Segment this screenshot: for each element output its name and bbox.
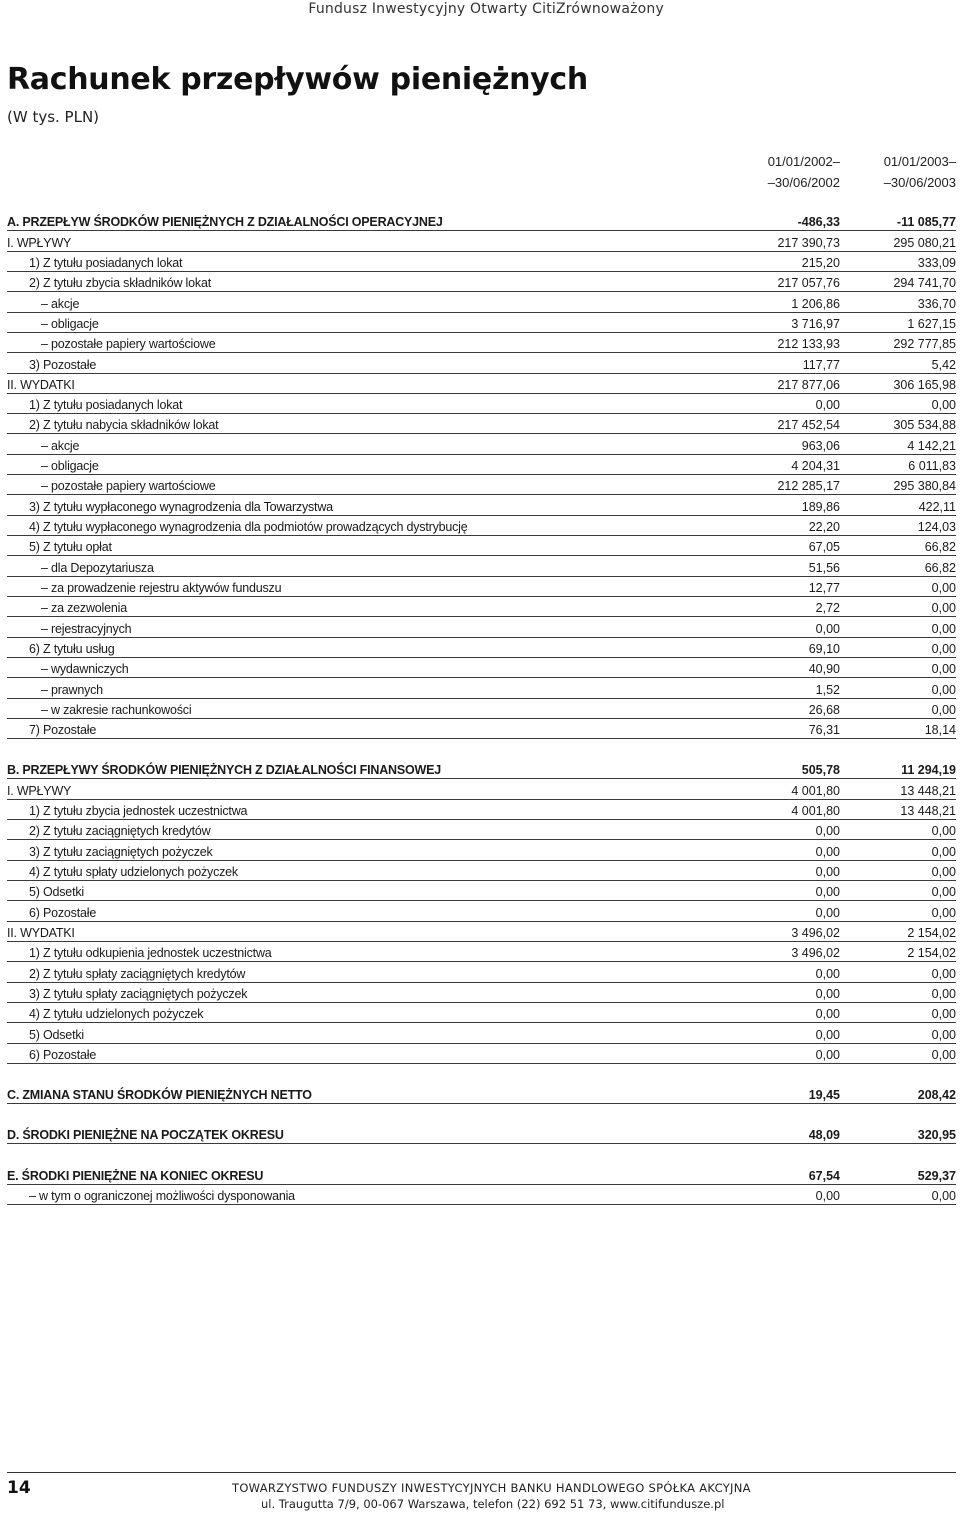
- row-label: – wydawniczych: [41, 662, 129, 677]
- row-value-2002: 3 496,02: [791, 925, 840, 940]
- row-value-2002: 4 204,31: [791, 459, 840, 474]
- row-label: 4) Z tytułu spłaty udzielonych pożyczek: [29, 865, 238, 879]
- row-value-2002: 0,00: [815, 885, 840, 900]
- row-value-2002: 0,00: [815, 966, 840, 981]
- table-row: [7, 1084, 956, 1104]
- row-value-2003: 2 154,02: [907, 925, 956, 940]
- row-label: 1) Z tytułu zbycia jednostek uczestnictwa: [29, 804, 248, 819]
- table-row: [7, 353, 956, 373]
- row-value-2003: 336,70: [917, 296, 956, 311]
- row-label: II. WYDATKI: [7, 377, 75, 392]
- row-label: – w zakresie rachunkowości: [41, 702, 192, 717]
- row-value-2003: 0,00: [931, 986, 956, 1001]
- table-row: [7, 597, 956, 617]
- table-row: [7, 1023, 956, 1043]
- table-row: [7, 556, 956, 576]
- table-row: [7, 638, 956, 658]
- row-label: D. ŚRODKI PIENIĘŻNE NA POCZĄTEK OKRESU: [7, 1128, 284, 1143]
- row-value-2003: 66,82: [924, 540, 956, 555]
- row-value-2002: 40,90: [808, 662, 840, 677]
- row-value-2003: 6 011,83: [908, 459, 956, 474]
- row-value-2003: 0,00: [931, 1027, 956, 1042]
- row-label: – pozostałe papiery wartościowe: [41, 479, 216, 494]
- row-label: – dla Depozytariusza: [41, 560, 154, 575]
- row-label: – za zezwolenia: [41, 601, 127, 616]
- row-value-2003: 422,11: [918, 499, 956, 514]
- row-label: B. PRZEPŁYWY ŚRODKÓW PIENIĘŻNYCH Z DZIAŁALNOŚCI FINANSOWEJ: [7, 763, 442, 778]
- row-label: – w tym o ograniczonej możliwości dysponowania: [29, 1189, 295, 1204]
- table-row: [7, 820, 956, 840]
- table-row: [7, 313, 956, 333]
- table-row: [7, 1124, 956, 1144]
- row-value-2002: 217 057,76: [777, 276, 840, 291]
- row-label: – rejestracyjnych: [41, 621, 132, 636]
- row-label: 4) Z tytułu wypłaconego wynagrodzenia dla podmiotów prowadzących dystrybucję: [29, 520, 468, 534]
- row-value-2002: 0,00: [815, 398, 840, 413]
- row-label: – pozostałe papiery wartościowe: [41, 337, 216, 352]
- row-label: I. WPŁYWY: [7, 235, 72, 250]
- table-row: [7, 414, 956, 434]
- row-label: II. WYDATKI: [7, 925, 75, 940]
- table-row: [7, 779, 956, 799]
- row-value-2003: 0,00: [931, 966, 956, 981]
- row-label: 2) Z tytułu nabycia składników lokat: [29, 418, 219, 433]
- row-value-2002: 0,00: [815, 1189, 840, 1204]
- row-label: E. ŚRODKI PIENIĘŻNE NA KONIEC OKRESU: [7, 1168, 264, 1183]
- row-value-2002: 1,52: [815, 682, 840, 697]
- table-row: [7, 699, 956, 719]
- table-row: [7, 272, 956, 292]
- row-value-2003: 0,00: [931, 1047, 956, 1062]
- row-value-2003: 5,42: [931, 357, 956, 372]
- row-label: A. PRZEPŁYW ŚRODKÓW PIENIĘŻNYCH Z DZIAŁALNOŚCI OPERACYJNEJ: [7, 215, 443, 230]
- row-value-2003: 0,00: [931, 601, 956, 616]
- column-header-2003-end: –30/06/2003: [883, 175, 956, 190]
- row-value-2002: 76,31: [808, 723, 840, 738]
- row-value-2002: 69,10: [808, 641, 840, 656]
- row-label: – akcje: [41, 438, 80, 453]
- row-value-2003: 0,00: [931, 905, 956, 920]
- row-value-2003: 294 741,70: [893, 276, 956, 291]
- row-value-2002: 0,00: [815, 1047, 840, 1062]
- table-row: [7, 840, 956, 860]
- row-value-2003: 333,09: [917, 255, 956, 270]
- row-value-2002: 0,00: [815, 1027, 840, 1042]
- row-value-2003: 13 448,21: [900, 783, 956, 798]
- row-value-2003: 0,00: [931, 824, 956, 839]
- row-label: 3) Z tytułu wypłaconego wynagrodzenia dla Towarzystwa: [29, 499, 333, 514]
- footer-company: TOWARZYSTWO FUNDUSZY INWESTYCYJNYCH BANKU HANDLOWEGO SPÓŁKA AKCYJNA: [232, 1481, 751, 1495]
- row-value-2002: 1 206,86: [791, 296, 840, 311]
- table-row: [7, 617, 956, 637]
- table-row: [7, 374, 956, 394]
- table-row: [7, 962, 956, 982]
- row-label: 2) Z tytułu zbycia składników lokat: [29, 276, 211, 291]
- row-label: – obligacje: [41, 459, 99, 474]
- row-label: 2) Z tytułu spłaty zaciągniętych kredytów: [29, 966, 246, 981]
- row-value-2003: 529,37: [917, 1168, 956, 1183]
- row-label: 3) Z tytułu zaciągniętych pożyczek: [29, 844, 213, 859]
- row-value-2003: 305 534,88: [893, 418, 956, 433]
- row-value-2003: 2 154,02: [907, 946, 956, 961]
- row-value-2003: 124,03: [917, 520, 956, 534]
- table-row: [7, 719, 956, 739]
- table-row: [7, 1044, 956, 1064]
- row-label: – prawnych: [41, 682, 103, 697]
- table-row: [7, 658, 956, 678]
- cashflow-table: [7, 211, 956, 1205]
- table-row: [7, 678, 956, 698]
- page-subtitle: (W tys. PLN): [7, 108, 100, 126]
- row-value-2002: 212 133,93: [777, 337, 840, 352]
- row-label: 7) Pozostałe: [29, 723, 97, 738]
- row-label: 5) Z tytułu opłat: [29, 540, 112, 555]
- row-value-2003: 0,00: [931, 641, 956, 656]
- row-value-2003: 0,00: [931, 682, 956, 697]
- row-label: – akcje: [41, 296, 80, 311]
- row-label: – obligacje: [41, 316, 99, 331]
- row-value-2003: 0,00: [931, 865, 956, 879]
- fund-name: Fundusz Inwestycyjny Otwarty CitiZrównoważony: [308, 1, 664, 17]
- footer-address: ul. Traugutta 7/9, 00-067 Warszawa, telefon (22) 692 51 73, www.citifundusze.pl: [261, 1497, 725, 1511]
- footer-divider: [7, 1472, 956, 1473]
- row-value-2002: 4 001,80: [791, 804, 840, 819]
- row-label: 6) Pozostałe: [29, 905, 97, 920]
- row-value-2003: 208,42: [917, 1088, 956, 1103]
- row-value-2002: 0,00: [815, 844, 840, 859]
- table-row: [7, 861, 956, 881]
- row-value-2002: 117,77: [802, 357, 840, 372]
- row-value-2002: 67,05: [808, 540, 840, 555]
- row-label: 3) Pozostałe: [29, 357, 97, 372]
- row-label: 6) Pozostałe: [29, 1047, 97, 1062]
- table-row: [7, 536, 956, 556]
- column-header-2003-start: 01/01/2003–: [883, 154, 956, 169]
- row-value-2002: 505,78: [801, 763, 840, 778]
- row-label: 5) Odsetki: [29, 885, 84, 900]
- row-value-2002: 0,00: [815, 986, 840, 1001]
- row-value-2002: 48,09: [808, 1128, 840, 1143]
- row-value-2002: -486,33: [797, 215, 840, 230]
- row-value-2003: 0,00: [931, 580, 956, 595]
- table-row: [7, 922, 956, 942]
- row-value-2003: 292 777,85: [893, 337, 956, 352]
- row-label: – za prowadzenie rejestru aktywów funduszu: [41, 580, 282, 595]
- table-row: [7, 475, 956, 495]
- row-value-2002: 3 716,97: [791, 316, 840, 331]
- row-value-2002: 963,06: [801, 438, 840, 453]
- row-value-2002: 67,54: [808, 1168, 840, 1183]
- row-value-2003: 295 080,21: [893, 235, 956, 250]
- table-row: [7, 1003, 956, 1023]
- row-value-2003: 0,00: [931, 621, 956, 636]
- row-value-2003: 1 627,15: [907, 316, 956, 331]
- row-value-2002: 0,00: [815, 905, 840, 920]
- table-row: [7, 1164, 956, 1184]
- row-label: 1) Z tytułu posiadanych lokat: [29, 255, 183, 270]
- column-header-2002-end: –30/06/2002: [767, 175, 840, 190]
- row-value-2003: 0,00: [931, 885, 956, 900]
- table-row: [7, 1185, 956, 1205]
- column-header-2002-start: 01/01/2002–: [767, 154, 840, 169]
- row-label: C. ZMIANA STANU ŚRODKÓW PIENIĘŻNYCH NETTO: [7, 1088, 312, 1103]
- row-label: I. WPŁYWY: [7, 783, 72, 798]
- row-value-2002: 217 452,54: [777, 418, 840, 433]
- table-row: [7, 231, 956, 251]
- row-value-2002: 212 285,17: [777, 479, 840, 494]
- row-value-2003: 13 448,21: [900, 804, 956, 819]
- table-row: [7, 455, 956, 475]
- table-row: [7, 983, 956, 1003]
- table-row: [7, 292, 956, 312]
- row-value-2002: 2,72: [815, 601, 840, 616]
- row-value-2002: 0,00: [815, 824, 840, 839]
- table-row: [7, 759, 956, 779]
- row-value-2002: 0,00: [815, 621, 840, 636]
- row-value-2003: 4 142,21: [907, 438, 956, 453]
- row-label: 6) Z tytułu usług: [29, 641, 115, 656]
- row-value-2002: 4 001,80: [791, 783, 840, 798]
- row-value-2002: 51,56: [808, 560, 840, 575]
- row-value-2003: 0,00: [931, 398, 956, 413]
- table-row: [7, 577, 956, 597]
- row-value-2002: 12,77: [808, 580, 840, 595]
- row-value-2003: 0,00: [931, 662, 956, 677]
- row-value-2003: 66,82: [924, 560, 956, 575]
- row-value-2002: 0,00: [815, 1007, 840, 1022]
- row-value-2002: 215,20: [801, 255, 840, 270]
- row-value-2003: 18,14: [924, 723, 956, 738]
- row-value-2002: 217 877,06: [777, 377, 840, 392]
- table-row: [7, 516, 956, 536]
- row-label: 5) Odsetki: [29, 1027, 84, 1042]
- row-value-2003: -11 085,77: [896, 215, 956, 230]
- table-row: [7, 333, 956, 353]
- row-label: 3) Z tytułu spłaty zaciągniętych pożyczek: [29, 986, 248, 1001]
- page-title: Rachunek przepływów pieniężnych: [7, 62, 588, 97]
- table-row: [7, 800, 956, 820]
- row-label: 1) Z tytułu posiadanych lokat: [29, 398, 183, 413]
- row-value-2002: 217 390,73: [777, 235, 840, 250]
- page-number: 14: [7, 1478, 31, 1498]
- row-label: 1) Z tytułu odkupienia jednostek uczestnictwa: [29, 946, 272, 961]
- row-value-2003: 11 294,19: [901, 763, 956, 778]
- row-value-2003: 0,00: [931, 702, 956, 717]
- row-value-2002: 22,20: [808, 520, 840, 534]
- row-value-2002: 3 496,02: [791, 946, 840, 961]
- table-row: [7, 434, 956, 454]
- table-row: [7, 495, 956, 515]
- row-value-2003: 0,00: [931, 1007, 956, 1022]
- table-row: [7, 881, 956, 901]
- row-value-2002: 0,00: [815, 865, 840, 879]
- row-label: 4) Z tytułu udzielonych pożyczek: [29, 1007, 204, 1022]
- table-row: [7, 394, 956, 414]
- row-value-2003: 295 380,84: [893, 479, 956, 494]
- row-value-2003: 320,95: [917, 1128, 956, 1143]
- row-value-2002: 26,68: [808, 702, 840, 717]
- row-value-2003: 0,00: [931, 844, 956, 859]
- table-row: [7, 942, 956, 962]
- table-row: [7, 901, 956, 921]
- row-value-2002: 19,45: [808, 1088, 840, 1103]
- row-value-2003: 0,00: [931, 1189, 956, 1204]
- table-row: [7, 252, 956, 272]
- row-label: 2) Z tytułu zaciągniętych kredytów: [29, 824, 211, 839]
- table-row: [7, 211, 956, 231]
- row-value-2003: 306 165,98: [893, 377, 956, 392]
- row-value-2002: 189,86: [801, 499, 840, 514]
